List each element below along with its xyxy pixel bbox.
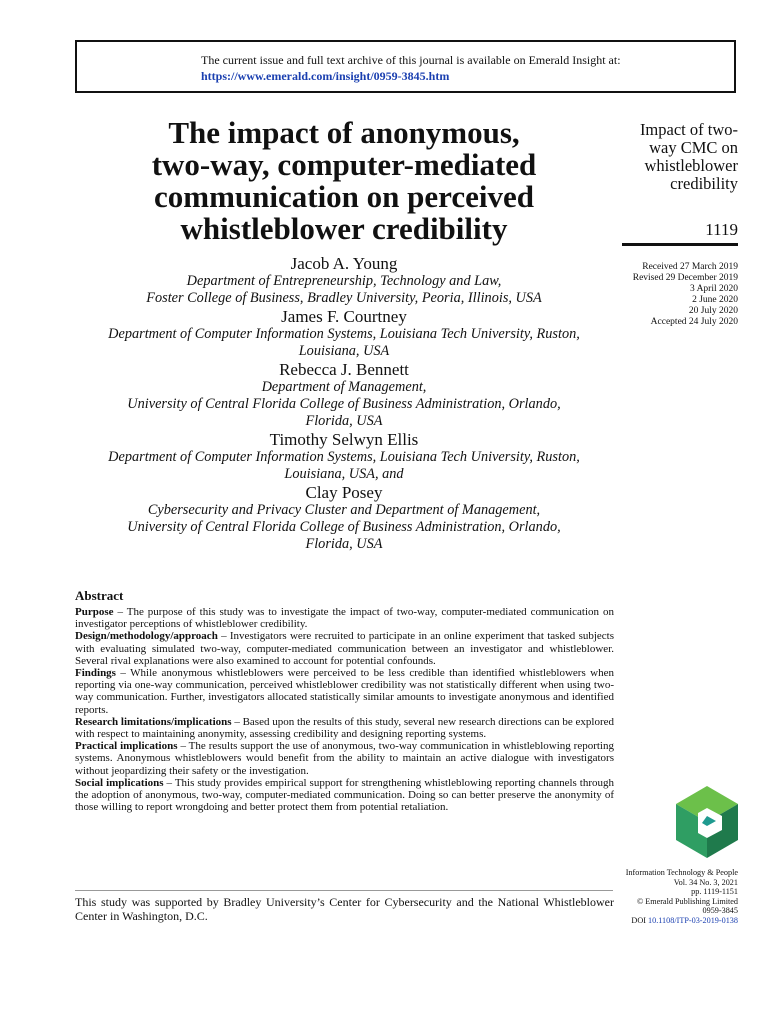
article-title bbox=[75, 117, 613, 245]
author-affiliation: Cybersecurity and Privacy Cluster and Department of Management, bbox=[147, 502, 541, 518]
journal-name: Information Technology & People bbox=[625, 868, 738, 877]
author-name: Clay Posey bbox=[305, 483, 383, 502]
doi-line bbox=[600, 916, 738, 926]
author-affiliation: Department of Computer Information Systems, Louisiana Tech University, Ruston, bbox=[108, 326, 580, 342]
running-head-line: way CMC on bbox=[649, 138, 738, 157]
section-label: Design/methodology/approach bbox=[75, 630, 218, 643]
section-text: While anonymous whistleblowers were perceived to be less credible than identified whistleblowers when reporting via one-way communication, perceived whistleblower credibility was not statistically different when using two-way communication. Further, investigators allocated statistically similar amounts to investigate anonymous and identified reports. bbox=[75, 667, 614, 716]
author-affiliation: Department of Management, bbox=[261, 379, 427, 395]
issn: 0959-3845 bbox=[702, 906, 738, 916]
section-separator: – bbox=[231, 715, 243, 728]
publication-info bbox=[600, 868, 738, 926]
volume-info: Vol. 34 No. 3, 2021 bbox=[673, 877, 738, 887]
author-affiliation: Florida, USA bbox=[305, 536, 383, 552]
journal-banner bbox=[75, 40, 736, 93]
abstract-heading: Abstract bbox=[75, 588, 124, 603]
abstract-section-design bbox=[75, 630, 614, 667]
author-name: James F. Courtney bbox=[281, 307, 407, 326]
author-affiliation: Department of Entrepreneurship, Technology and Law, bbox=[186, 273, 502, 289]
running-head bbox=[600, 121, 738, 193]
title-line: whistleblower credibility bbox=[180, 211, 508, 246]
banner-text: The current issue and full text archive of this journal is available on Emerald Insight at: bbox=[201, 53, 621, 67]
crossmark-logo-icon[interactable] bbox=[676, 786, 738, 858]
margin-rule bbox=[622, 243, 738, 246]
author-name: Timothy Selwyn Ellis bbox=[269, 430, 419, 449]
page-number: 1119 bbox=[705, 220, 738, 239]
section-label: Findings bbox=[75, 667, 116, 680]
doi-link[interactable]: 10.1108/ITP-03-2019-0138 bbox=[648, 915, 738, 925]
section-text: This study provides empirical support for strengthening whistleblowing reporting channels through the adoption of anonymous, two-way, computer-mediated communication. Doing so can better preserve the anonymity of those willing to report wrongdoing and better protect them from potential retaliation. bbox=[75, 776, 614, 814]
date-line: 20 July 2020 bbox=[688, 306, 738, 316]
section-text: Based upon the results of this study, several new research directions can be explored with respect to maintaining anonymity, assessing credibility and designing reporting systems. bbox=[75, 715, 615, 741]
section-separator: – bbox=[177, 740, 189, 753]
author-list bbox=[75, 254, 613, 553]
copyright: © Emerald Publishing Limited bbox=[636, 896, 738, 906]
author-affiliation: Department of Computer Information Systems, Louisiana Tech University, Ruston, bbox=[108, 449, 580, 465]
date-line: 3 April 2020 bbox=[689, 284, 738, 294]
section-label: Purpose bbox=[75, 606, 114, 618]
author-affiliation: Florida, USA bbox=[305, 413, 383, 429]
doi-label: DOI bbox=[631, 915, 646, 925]
section-separator: – bbox=[115, 667, 131, 680]
running-head-line: whistleblower bbox=[644, 156, 738, 175]
title-line: two-way, computer-mediated bbox=[151, 147, 537, 182]
section-label: Research limitations/implications bbox=[75, 715, 232, 728]
section-text: The purpose of this study was to investigate the impact of two-way, computer-mediated communication on investigator perceptions of whistleblower credibility. bbox=[75, 606, 614, 631]
abstract-section-research-limitations bbox=[75, 716, 614, 740]
section-separator: – bbox=[217, 630, 230, 643]
abstract-section-purpose bbox=[75, 606, 614, 630]
footnote-divider bbox=[75, 890, 613, 891]
running-head-line: Impact of two- bbox=[639, 120, 738, 139]
abstract-body bbox=[75, 606, 614, 813]
abstract-section-social bbox=[75, 777, 614, 814]
title-line: communication on perceived bbox=[153, 179, 534, 214]
date-line: Revised 29 December 2019 bbox=[632, 273, 738, 283]
running-head-line: credibility bbox=[670, 174, 738, 193]
section-label: Practical implications bbox=[75, 740, 178, 753]
section-text: The results support the use of anonymous, two-way communication in whistleblowing reporting systems. Anonymous whistleblowers would benefit from the ability to maintain an active dialogue with investigators without jeopardizing their safety or the investigation. bbox=[75, 740, 614, 777]
abstract-section-findings bbox=[75, 667, 614, 716]
author-affiliation: Foster College of Business, Bradley University, Peoria, Illinois, USA bbox=[146, 290, 542, 306]
title-line: The impact of anonymous, bbox=[168, 115, 520, 150]
date-line: 2 June 2020 bbox=[692, 295, 738, 305]
funding-footnote: This study was supported by Bradley University’s Center for Cybersecurity and the National Whistleblower Center in Washington, D.C. bbox=[75, 895, 614, 923]
page-range: pp. 1119-1151 bbox=[691, 887, 738, 897]
abstract-section-practical bbox=[75, 740, 614, 777]
section-separator: – bbox=[113, 606, 127, 618]
section-separator: – bbox=[163, 776, 175, 789]
author-affiliation: University of Central Florida College of Business Administration, Orlando, bbox=[127, 396, 561, 412]
author-affiliation: Louisiana, USA bbox=[298, 343, 390, 359]
section-label: Social implications bbox=[75, 776, 164, 789]
date-line: Received 27 March 2019 bbox=[642, 262, 738, 272]
author-affiliation: University of Central Florida College of Business Administration, Orlando, bbox=[127, 519, 561, 535]
author-name: Rebecca J. Bennett bbox=[279, 360, 409, 379]
author-affiliation: Louisiana, USA, and bbox=[284, 466, 404, 482]
date-line: Accepted 24 July 2020 bbox=[650, 317, 738, 327]
journal-url-link[interactable]: https://www.emerald.com/insight/0959-3845.htm bbox=[201, 69, 450, 83]
section-text: Investigators were recruited to participate in an online experiment that tasked subjects with evaluating simulated two-way, computer-mediated communication between an investigator and whistleblower. Several rival explanations were also examined to account for potential confounds. bbox=[75, 630, 615, 667]
article-history-dates bbox=[600, 262, 738, 328]
author-name: Jacob A. Young bbox=[290, 254, 398, 273]
